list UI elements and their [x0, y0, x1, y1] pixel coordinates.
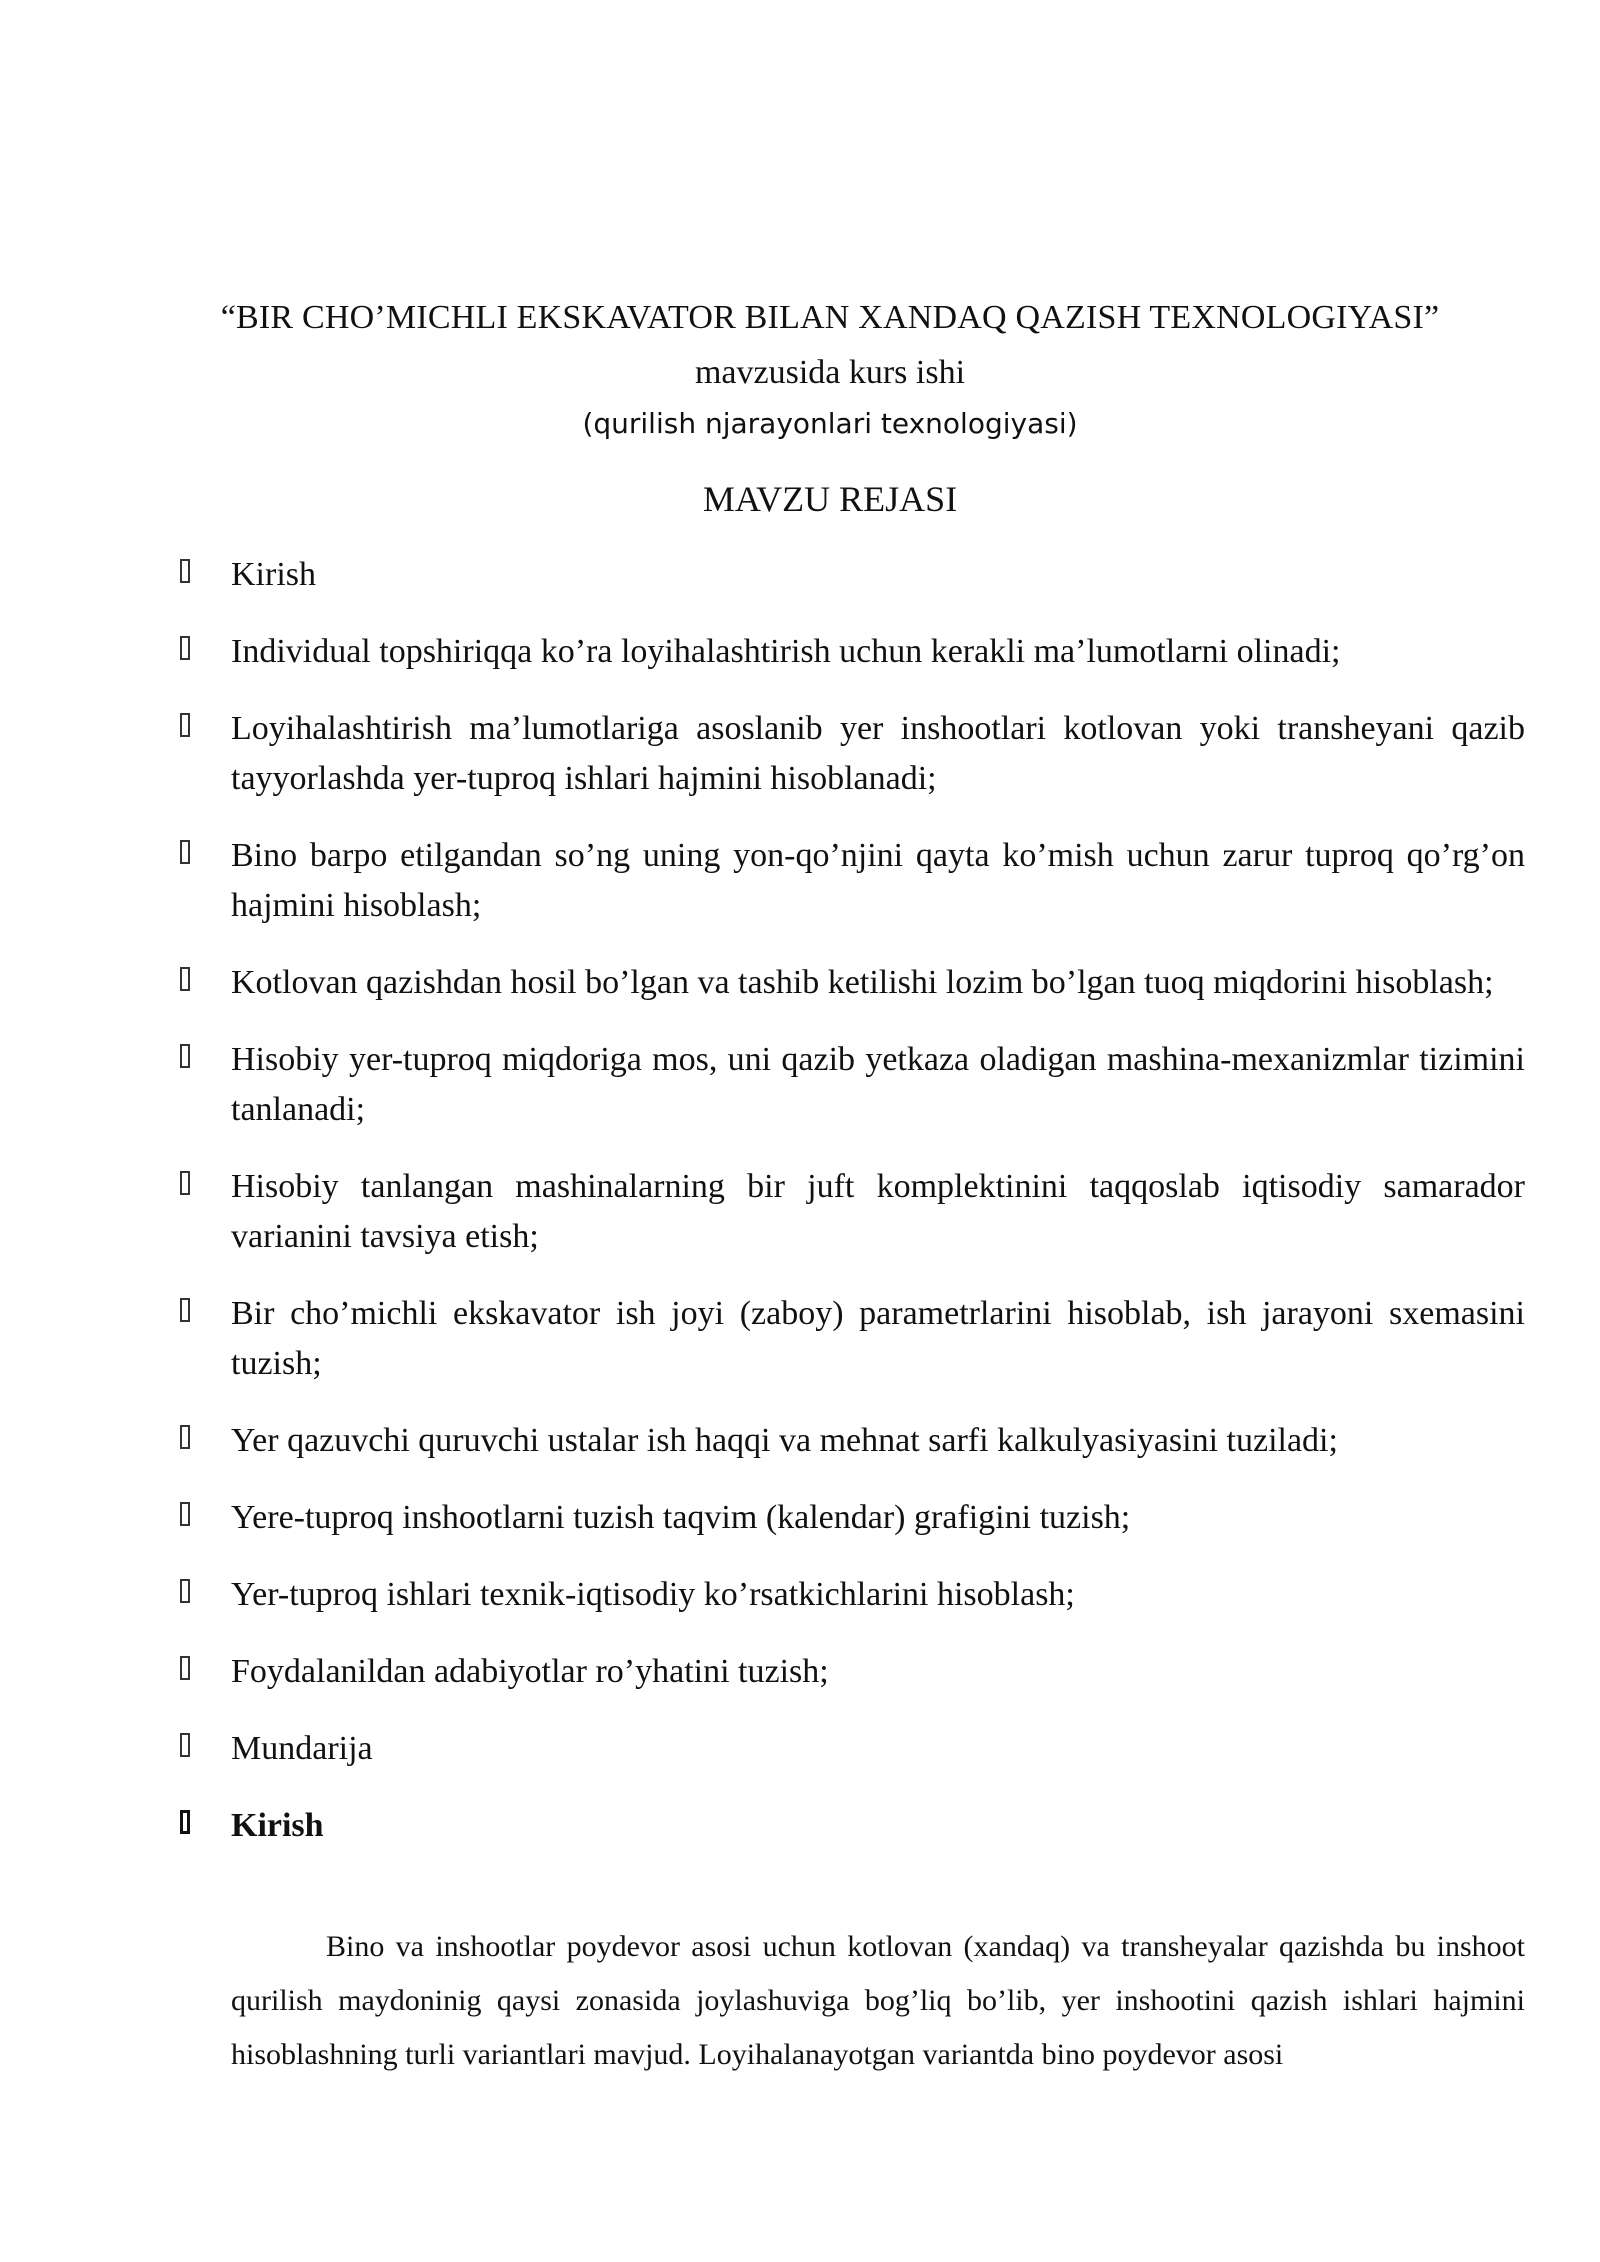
plan-item-text: Yer-tuproq ishlari texnik-iqtisodiy ko’rsatkichlarini hisoblash;	[231, 1576, 1075, 1613]
plan-item	[180, 1289, 1525, 1389]
plan-list	[180, 550, 1525, 1878]
square-bullet-icon	[180, 1733, 190, 1757]
plan-item	[180, 958, 1525, 1008]
document-subject: (qurilish njarayonlari texnologiyasi)	[582, 407, 1078, 440]
square-bullet-icon	[180, 1171, 190, 1195]
square-bullet-icon	[180, 559, 190, 583]
square-bullet-icon	[180, 636, 190, 660]
square-bullet-icon	[180, 713, 190, 737]
plan-item	[180, 1162, 1525, 1262]
plan-item-text: Kotlovan qazishdan hosil bo’lgan va tashib ketilishi lozim bo’lgan tuoq miqdorini hisoblash;	[231, 964, 1494, 1001]
plan-item	[180, 627, 1525, 677]
square-bullet-icon	[180, 1425, 190, 1449]
square-bullet-icon	[180, 1810, 190, 1834]
plan-item	[180, 1416, 1525, 1466]
intro-paragraph: Bino va inshootlar poydevor asosi uchun kotlovan (xandaq) va transheyalar qazishda bu inshoot qurilish maydoninig qaysi zonasida joylashuviga bog’liq bo’lib, yer inshootini qazish ishlari hajmini hisoblashning turli variantlari mavjud. Loyihalanayotgan variantda bino poydevor asosi	[231, 1930, 1525, 2071]
plan-item	[180, 1724, 1525, 1774]
plan-item-text: Kirish	[231, 556, 316, 593]
plan-item	[180, 831, 1525, 931]
plan-item-text: Yere-tuproq inshootlarni tuzish taqvim (kalendar) grafigini tuzish;	[231, 1499, 1131, 1536]
plan-item-text: Bir cho’michli ekskavator ish joyi (zaboy) parametrlarini hisoblab, ish jarayoni sxemasini tuzish;	[231, 1295, 1525, 1382]
square-bullet-icon	[180, 1298, 190, 1322]
square-bullet-icon	[180, 1656, 190, 1680]
plan-item	[180, 550, 1525, 600]
square-bullet-icon	[180, 1044, 190, 1068]
section-heading-item	[180, 1801, 1525, 1851]
section-heading: Kirish	[231, 1807, 324, 1844]
plan-item	[180, 704, 1525, 804]
plan-item-text: Hisobiy tanlangan mashinalarning bir juft komplektinini taqqoslab iqtisodiy samarador varianini tavsiya etish;	[231, 1168, 1525, 1255]
plan-item-text: Individual topshiriqqa ko’ra loyihalashtirish uchun kerakli ma’lumotlarni olinadi;	[231, 633, 1341, 670]
plan-item-text: Loyihalashtirish ma’lumotlariga asoslanib yer inshootlari kotlovan yoki transheyani qazib tayyorlashda yer-tuproq ishlari hajmini hisoblanadi;	[231, 710, 1525, 797]
plan-item	[180, 1493, 1525, 1543]
square-bullet-icon	[180, 1579, 190, 1603]
plan-item-text: Yer qazuvchi quruvchi ustalar ish haqqi va mehnat sarfi kalkulyasiyasini tuziladi;	[231, 1422, 1338, 1459]
plan-item-text: Bino barpo etilgandan so’ng uning yon-qo’njini qayta ko’mish uchun zarur tuproq qo’rg’on hajmini hisoblash;	[231, 837, 1525, 924]
plan-item	[180, 1647, 1525, 1697]
document-title: “BIR CHO’MICHLI EKSKAVATOR BILAN XANDAQ QAZISH TEXNOLOGIYASI”	[220, 299, 1440, 336]
plan-item-text: Foydalanildan adabiyotlar ro’yhatini tuzish;	[231, 1653, 829, 1690]
plan-item	[180, 1570, 1525, 1620]
document-subtitle: mavzusida kurs ishi	[694, 354, 966, 391]
plan-item-text: Mundarija	[231, 1730, 373, 1767]
plan-item	[180, 1035, 1525, 1135]
plan-heading: MAVZU REJASI	[702, 479, 958, 519]
square-bullet-icon	[180, 840, 190, 864]
square-bullet-icon	[180, 967, 190, 991]
plan-item-text: Hisobiy yer-tuproq miqdoriga mos, uni qazib yetkaza oladigan mashina-mexanizmlar tizimini tanlanadi;	[231, 1041, 1525, 1128]
square-bullet-icon	[180, 1502, 190, 1526]
